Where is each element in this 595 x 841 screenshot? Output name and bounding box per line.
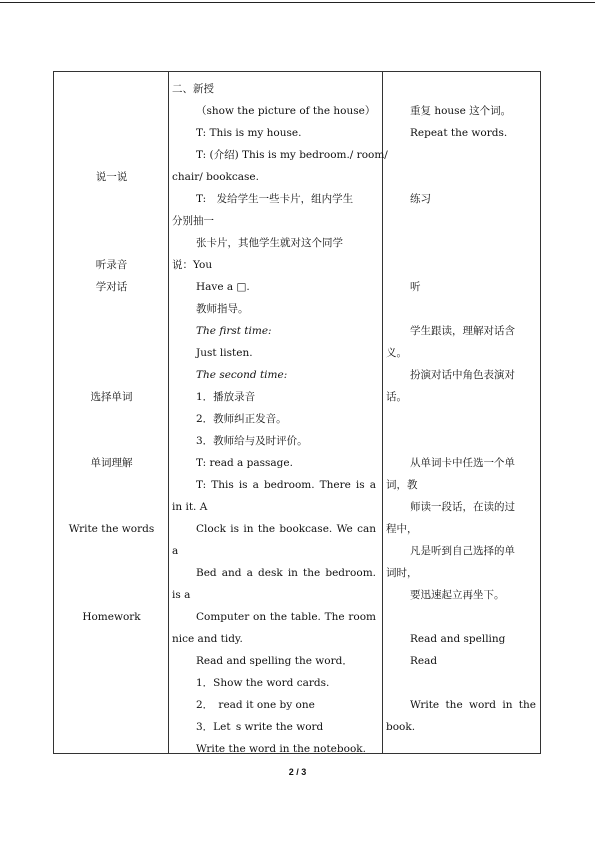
activity-label: Write the words bbox=[68, 523, 155, 535]
teacher-activity-line: The second time: bbox=[196, 369, 288, 381]
activity-label: 单词理解 bbox=[90, 457, 133, 469]
header-rule bbox=[0, 2, 595, 3]
student-activity-line: Repeat the words. bbox=[410, 127, 508, 139]
teacher-activity-line: is a bbox=[172, 589, 191, 601]
activity-label: 学对话 bbox=[95, 281, 128, 293]
column-divider-1 bbox=[168, 72, 169, 753]
teacher-activity-line: 2． read it one by one bbox=[196, 699, 326, 711]
teacher-activity-line: 1．播放录音 bbox=[196, 391, 256, 403]
teacher-activity-line: Computer on the table. The room bbox=[196, 611, 376, 623]
student-activity-line: 学生跟读，理解对话含 bbox=[410, 325, 515, 337]
teacher-activity-column bbox=[170, 72, 388, 755]
student-activity-line: 扮演对话中角色表演对 bbox=[410, 369, 515, 381]
activity-column bbox=[55, 72, 168, 753]
student-activity-line: 从单词卡中任选一个单 bbox=[410, 457, 515, 469]
teacher-activity-line: in it. A bbox=[172, 501, 208, 513]
student-activity-line: Write the word in the bbox=[410, 699, 536, 711]
student-activity-line: 义。 bbox=[386, 347, 407, 359]
student-activity-line: 凡是听到自己选择的单 bbox=[410, 545, 515, 557]
teacher-activity-line: Clock is in the bookcase. We can bbox=[196, 523, 376, 535]
activity-label: 说一说 bbox=[95, 171, 128, 183]
activity-label: Homework bbox=[82, 611, 141, 623]
teacher-activity-line: T: 发给学生一些卡片，组内学生 bbox=[196, 193, 354, 205]
student-activity-line: 程中， bbox=[386, 523, 418, 535]
teacher-activity-line: Write the word in the notebook. bbox=[196, 743, 366, 755]
student-activity-line: 练习 bbox=[410, 193, 431, 205]
teacher-activity-line: 1．Show the word cards. bbox=[196, 677, 330, 689]
activity-label: 听录音 bbox=[95, 259, 128, 271]
teacher-activity-line: nice and tidy. bbox=[172, 633, 243, 645]
teacher-activity-line: a bbox=[172, 545, 179, 557]
teacher-activity-line: T: This is a bedroom. There is a bbox=[196, 479, 376, 491]
student-activity-line: 词，教 bbox=[386, 479, 418, 491]
teacher-activity-line: T: read a passage. bbox=[196, 457, 293, 469]
teacher-activity-line: 3．Let s write the word bbox=[196, 721, 324, 733]
teacher-activity-line: （show the picture of the house） bbox=[196, 105, 376, 117]
teacher-activity-line: Bed and a desk in the bedroom. bbox=[196, 567, 376, 579]
teacher-activity-line: 说：You bbox=[172, 259, 213, 271]
teacher-activity-line: Read and spelling the word． bbox=[196, 655, 353, 667]
student-activity-column bbox=[384, 72, 539, 753]
page-number: 2 / 3 bbox=[288, 767, 307, 777]
teacher-activity-line: 张卡片，其他学生就对这个同学 bbox=[196, 237, 343, 249]
student-activity-line: Read and spelling bbox=[410, 633, 506, 645]
teacher-activity-line: The first time: bbox=[196, 325, 272, 337]
teacher-activity-line: Have a □. bbox=[196, 281, 250, 293]
teacher-activity-line: Just listen. bbox=[196, 347, 253, 359]
teacher-activity-line: T: This is my house. bbox=[196, 127, 302, 139]
student-activity-line: 要迅速起立再坐下。 bbox=[410, 589, 505, 601]
student-activity-line: 师读一段话，在读的过 bbox=[410, 501, 515, 513]
teacher-activity-line: T: (介绍) This is my bedroom./ room/ bbox=[196, 149, 388, 161]
teacher-activity-line: 二、新授 bbox=[172, 83, 214, 95]
teacher-activity-line: 3．教师给与及时评价。 bbox=[196, 435, 308, 447]
lesson-table bbox=[53, 71, 541, 754]
teacher-activity-line: 教师指导。 bbox=[196, 303, 249, 315]
teacher-activity-line: chair/ bookcase. bbox=[172, 171, 259, 183]
student-activity-line: 词时， bbox=[386, 567, 418, 579]
student-activity-line: book. bbox=[386, 721, 416, 733]
student-activity-line: 话。 bbox=[386, 391, 407, 403]
student-activity-line: Read bbox=[410, 655, 438, 667]
student-activity-line: 听 bbox=[410, 281, 421, 293]
activity-label: 选择单词 bbox=[90, 391, 133, 403]
teacher-activity-line: 分别抽一 bbox=[172, 215, 214, 227]
teacher-activity-line: 2．教师纠正发音。 bbox=[196, 413, 287, 425]
student-activity-line: 重复 house 这个词。 bbox=[410, 105, 512, 117]
